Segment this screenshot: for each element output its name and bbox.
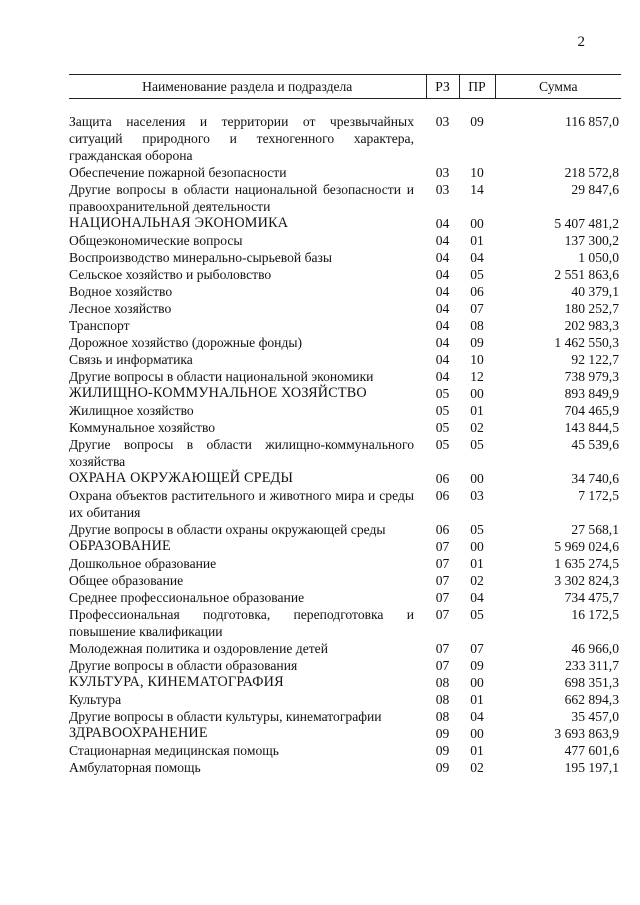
table-row: [69, 249, 621, 266]
row-sum: 5 407 481,2: [554, 216, 619, 231]
table-row: [69, 402, 621, 419]
table-row: [69, 419, 621, 436]
row-name: Амбулаторная помощь: [69, 760, 201, 775]
row-name: Другие вопросы в области жилищно-коммунального хозяйства: [69, 437, 414, 469]
table-row: [69, 164, 621, 181]
row-pr: 00: [470, 675, 484, 690]
row-rz: 07: [435, 658, 450, 673]
row-name: Профессиональная подготовка, переподготовка и повышение квалификации: [69, 607, 414, 639]
row-pr: 01: [470, 403, 484, 418]
row-sum: 34 740,6: [571, 471, 619, 486]
row-rz: 04: [435, 233, 450, 248]
row-name: Коммунальное хозяйство: [69, 420, 216, 435]
row-pr: 09: [470, 658, 484, 673]
row-pr: 00: [470, 216, 484, 231]
row-rz: 05: [435, 403, 450, 418]
row-sum: 5 969 024,6: [554, 539, 619, 554]
row-pr: 09: [470, 335, 484, 350]
row-sum: 46 966,0: [571, 641, 619, 656]
row-sum: 477 601,6: [564, 743, 619, 758]
row-rz: 06: [435, 471, 450, 486]
row-rz: 09: [435, 760, 450, 775]
table-spacer: [69, 99, 621, 114]
table-header-row: [69, 75, 621, 99]
row-pr: 02: [470, 573, 484, 588]
row-rz: 08: [435, 692, 450, 707]
row-name: Другие вопросы в области национальной безопасности и правоохранительной деятельности: [69, 182, 414, 214]
row-rz: 07: [435, 590, 450, 605]
row-rz: 05: [435, 437, 450, 452]
row-name: ЖИЛИЩНО-КОММУНАЛЬНОЕ ХОЗЯЙСТВО: [69, 385, 367, 401]
row-rz: 04: [435, 352, 450, 367]
row-pr: 08: [470, 318, 484, 333]
row-name: Молодежная политика и оздоровление детей: [69, 641, 328, 656]
row-rz: 07: [435, 641, 450, 656]
table-row: [69, 555, 621, 572]
row-name: Дошкольное образование: [69, 556, 217, 571]
row-pr: 01: [470, 692, 484, 707]
budget-table: [69, 74, 621, 776]
row-sum: 1 050,0: [578, 250, 619, 265]
row-name: Среднее профессиональное образование: [69, 590, 305, 605]
table-row: [69, 691, 621, 708]
row-pr: 00: [470, 539, 484, 554]
row-rz: 04: [435, 301, 450, 316]
row-name: Сельское хозяйство и рыболовство: [69, 267, 272, 282]
row-name: Воспроизводство минерально-сырьевой базы: [69, 250, 333, 265]
row-sum: 662 894,3: [564, 692, 619, 707]
table-row: [69, 606, 621, 640]
row-name: ОХРАНА ОКРУЖАЮЩЕЙ СРЕДЫ: [69, 470, 294, 486]
row-sum: 704 465,9: [564, 403, 619, 418]
row-rz: 04: [435, 335, 450, 350]
row-pr: 00: [470, 471, 484, 486]
table-row: [69, 657, 621, 674]
row-name: Культура: [69, 692, 122, 707]
row-rz: 07: [435, 556, 450, 571]
row-sum: 29 847,6: [571, 182, 619, 197]
row-name: Дорожное хозяйство (дорожные фонды): [69, 335, 303, 350]
row-rz: 09: [435, 743, 450, 758]
table-row: [69, 759, 621, 776]
table-row: [69, 742, 621, 759]
row-rz: 05: [435, 420, 450, 435]
table-row: [69, 725, 621, 742]
row-sum: 40 379,1: [571, 284, 619, 299]
row-name: ОБРАЗОВАНИЕ: [69, 538, 171, 554]
row-name: Охрана объектов растительного и животного мира и среды их обитания: [69, 488, 414, 520]
row-sum: 738 979,3: [564, 369, 619, 384]
row-rz: 07: [435, 539, 450, 554]
table-row: [69, 470, 621, 487]
row-sum: 7 172,5: [578, 488, 619, 503]
page-number: 2: [577, 34, 585, 50]
row-sum: 202 983,3: [564, 318, 619, 333]
row-name: НАЦИОНАЛЬНАЯ ЭКОНОМИКА: [69, 215, 289, 231]
table-row: [69, 113, 621, 164]
row-pr: 04: [470, 709, 484, 724]
row-pr: 05: [470, 267, 484, 282]
row-sum: 734 475,7: [564, 590, 619, 605]
table-row: [69, 334, 621, 351]
row-sum: 45 539,6: [571, 437, 619, 452]
row-pr: 04: [470, 250, 484, 265]
table-row: [69, 317, 621, 334]
row-sum: 698 351,3: [564, 675, 619, 690]
header-sum: Сумма: [495, 75, 621, 99]
table-row: [69, 283, 621, 300]
header-pr: ПР: [459, 75, 495, 99]
row-pr: 05: [470, 522, 484, 537]
row-name: Другие вопросы в области культуры, кинематографии: [69, 709, 382, 724]
row-rz: 04: [435, 216, 450, 231]
row-pr: 03: [470, 488, 484, 503]
row-name: Защита населения и территории от чрезвычайных ситуаций природного и техногенного характера, гражданская оборона: [69, 114, 414, 163]
row-rz: 05: [435, 386, 450, 401]
row-rz: 04: [435, 284, 450, 299]
row-sum: 218 572,8: [564, 165, 619, 180]
row-pr: 12: [470, 369, 484, 384]
row-pr: 01: [470, 743, 484, 758]
row-rz: 04: [435, 318, 450, 333]
budget-table-container: [69, 74, 621, 776]
table-row: [69, 385, 621, 402]
row-name: Другие вопросы в области охраны окружающей среды: [69, 522, 386, 537]
row-name: Другие вопросы в области национальной экономики: [69, 369, 374, 384]
row-sum: 143 844,5: [564, 420, 619, 435]
row-name: Связь и информатика: [69, 352, 193, 367]
row-sum: 116 857,0: [565, 114, 619, 129]
row-name: Жилищное хозяйство: [69, 403, 194, 418]
row-pr: 06: [470, 284, 484, 299]
row-rz: 03: [435, 182, 450, 197]
row-rz: 06: [435, 522, 450, 537]
table-body: [69, 99, 621, 777]
row-sum: 893 849,9: [564, 386, 619, 401]
row-name: ЗДРАВООХРАНЕНИЕ: [69, 725, 208, 741]
table-row: [69, 300, 621, 317]
table-row: [69, 215, 621, 232]
row-rz: 03: [435, 165, 450, 180]
row-pr: 14: [470, 182, 484, 197]
row-pr: 01: [470, 556, 484, 571]
row-sum: 2 551 863,6: [554, 267, 619, 282]
table-row: [69, 538, 621, 555]
row-name: Обеспечение пожарной безопасности: [69, 165, 287, 180]
header-rz: РЗ: [426, 75, 459, 99]
row-rz: 09: [435, 726, 450, 741]
row-sum: 180 252,7: [564, 301, 619, 316]
row-sum: 233 311,7: [565, 658, 619, 673]
row-pr: 10: [470, 165, 484, 180]
row-sum: 137 300,2: [564, 233, 619, 248]
table-row: [69, 521, 621, 538]
row-name: Транспорт: [69, 318, 130, 333]
table-row: [69, 266, 621, 283]
row-pr: 01: [470, 233, 484, 248]
row-name: Общее образование: [69, 573, 184, 588]
row-name: Другие вопросы в области образования: [69, 658, 298, 673]
row-pr: 05: [470, 607, 484, 622]
table-row: [69, 436, 621, 470]
row-name: Лесное хозяйство: [69, 301, 172, 316]
table-row: [69, 351, 621, 368]
row-rz: 04: [435, 250, 450, 265]
header-name: Наименование раздела и подраздела: [69, 75, 426, 99]
row-sum: 16 172,5: [571, 607, 619, 622]
table-row: [69, 181, 621, 215]
row-rz: 03: [435, 114, 450, 129]
row-rz: 04: [435, 267, 450, 282]
row-pr: 00: [470, 386, 484, 401]
row-name: Стационарная медицинская помощь: [69, 743, 279, 758]
table-row: [69, 487, 621, 521]
row-sum: 3 693 863,9: [554, 726, 619, 741]
row-rz: 07: [435, 573, 450, 588]
row-sum: 92 122,7: [571, 352, 619, 367]
row-name: Общеэкономические вопросы: [69, 233, 243, 248]
row-sum: 35 457,0: [571, 709, 619, 724]
row-pr: 05: [470, 437, 484, 452]
row-pr: 04: [470, 590, 484, 605]
row-pr: 07: [470, 301, 484, 316]
row-rz: 04: [435, 369, 450, 384]
row-pr: 07: [470, 641, 484, 656]
row-rz: 06: [435, 488, 450, 503]
table-row: [69, 368, 621, 385]
row-sum: 1 462 550,3: [554, 335, 619, 350]
table-row: [69, 674, 621, 691]
row-pr: 10: [470, 352, 484, 367]
row-pr: 09: [470, 114, 484, 129]
row-pr: 02: [470, 760, 484, 775]
row-rz: 08: [435, 675, 450, 690]
row-pr: 02: [470, 420, 484, 435]
row-name: КУЛЬТУРА, КИНЕМАТОГРАФИЯ: [69, 674, 284, 690]
row-name: Водное хозяйство: [69, 284, 173, 299]
table-row: [69, 232, 621, 249]
table-row: [69, 708, 621, 725]
row-sum: 3 302 824,3: [554, 573, 619, 588]
table-row: [69, 589, 621, 606]
row-pr: 00: [470, 726, 484, 741]
table-row: [69, 640, 621, 657]
table-row: [69, 572, 621, 589]
row-rz: 08: [435, 709, 450, 724]
row-sum: 1 635 274,5: [554, 556, 619, 571]
row-rz: 07: [435, 607, 450, 622]
row-sum: 195 197,1: [564, 760, 619, 775]
row-sum: 27 568,1: [571, 522, 619, 537]
